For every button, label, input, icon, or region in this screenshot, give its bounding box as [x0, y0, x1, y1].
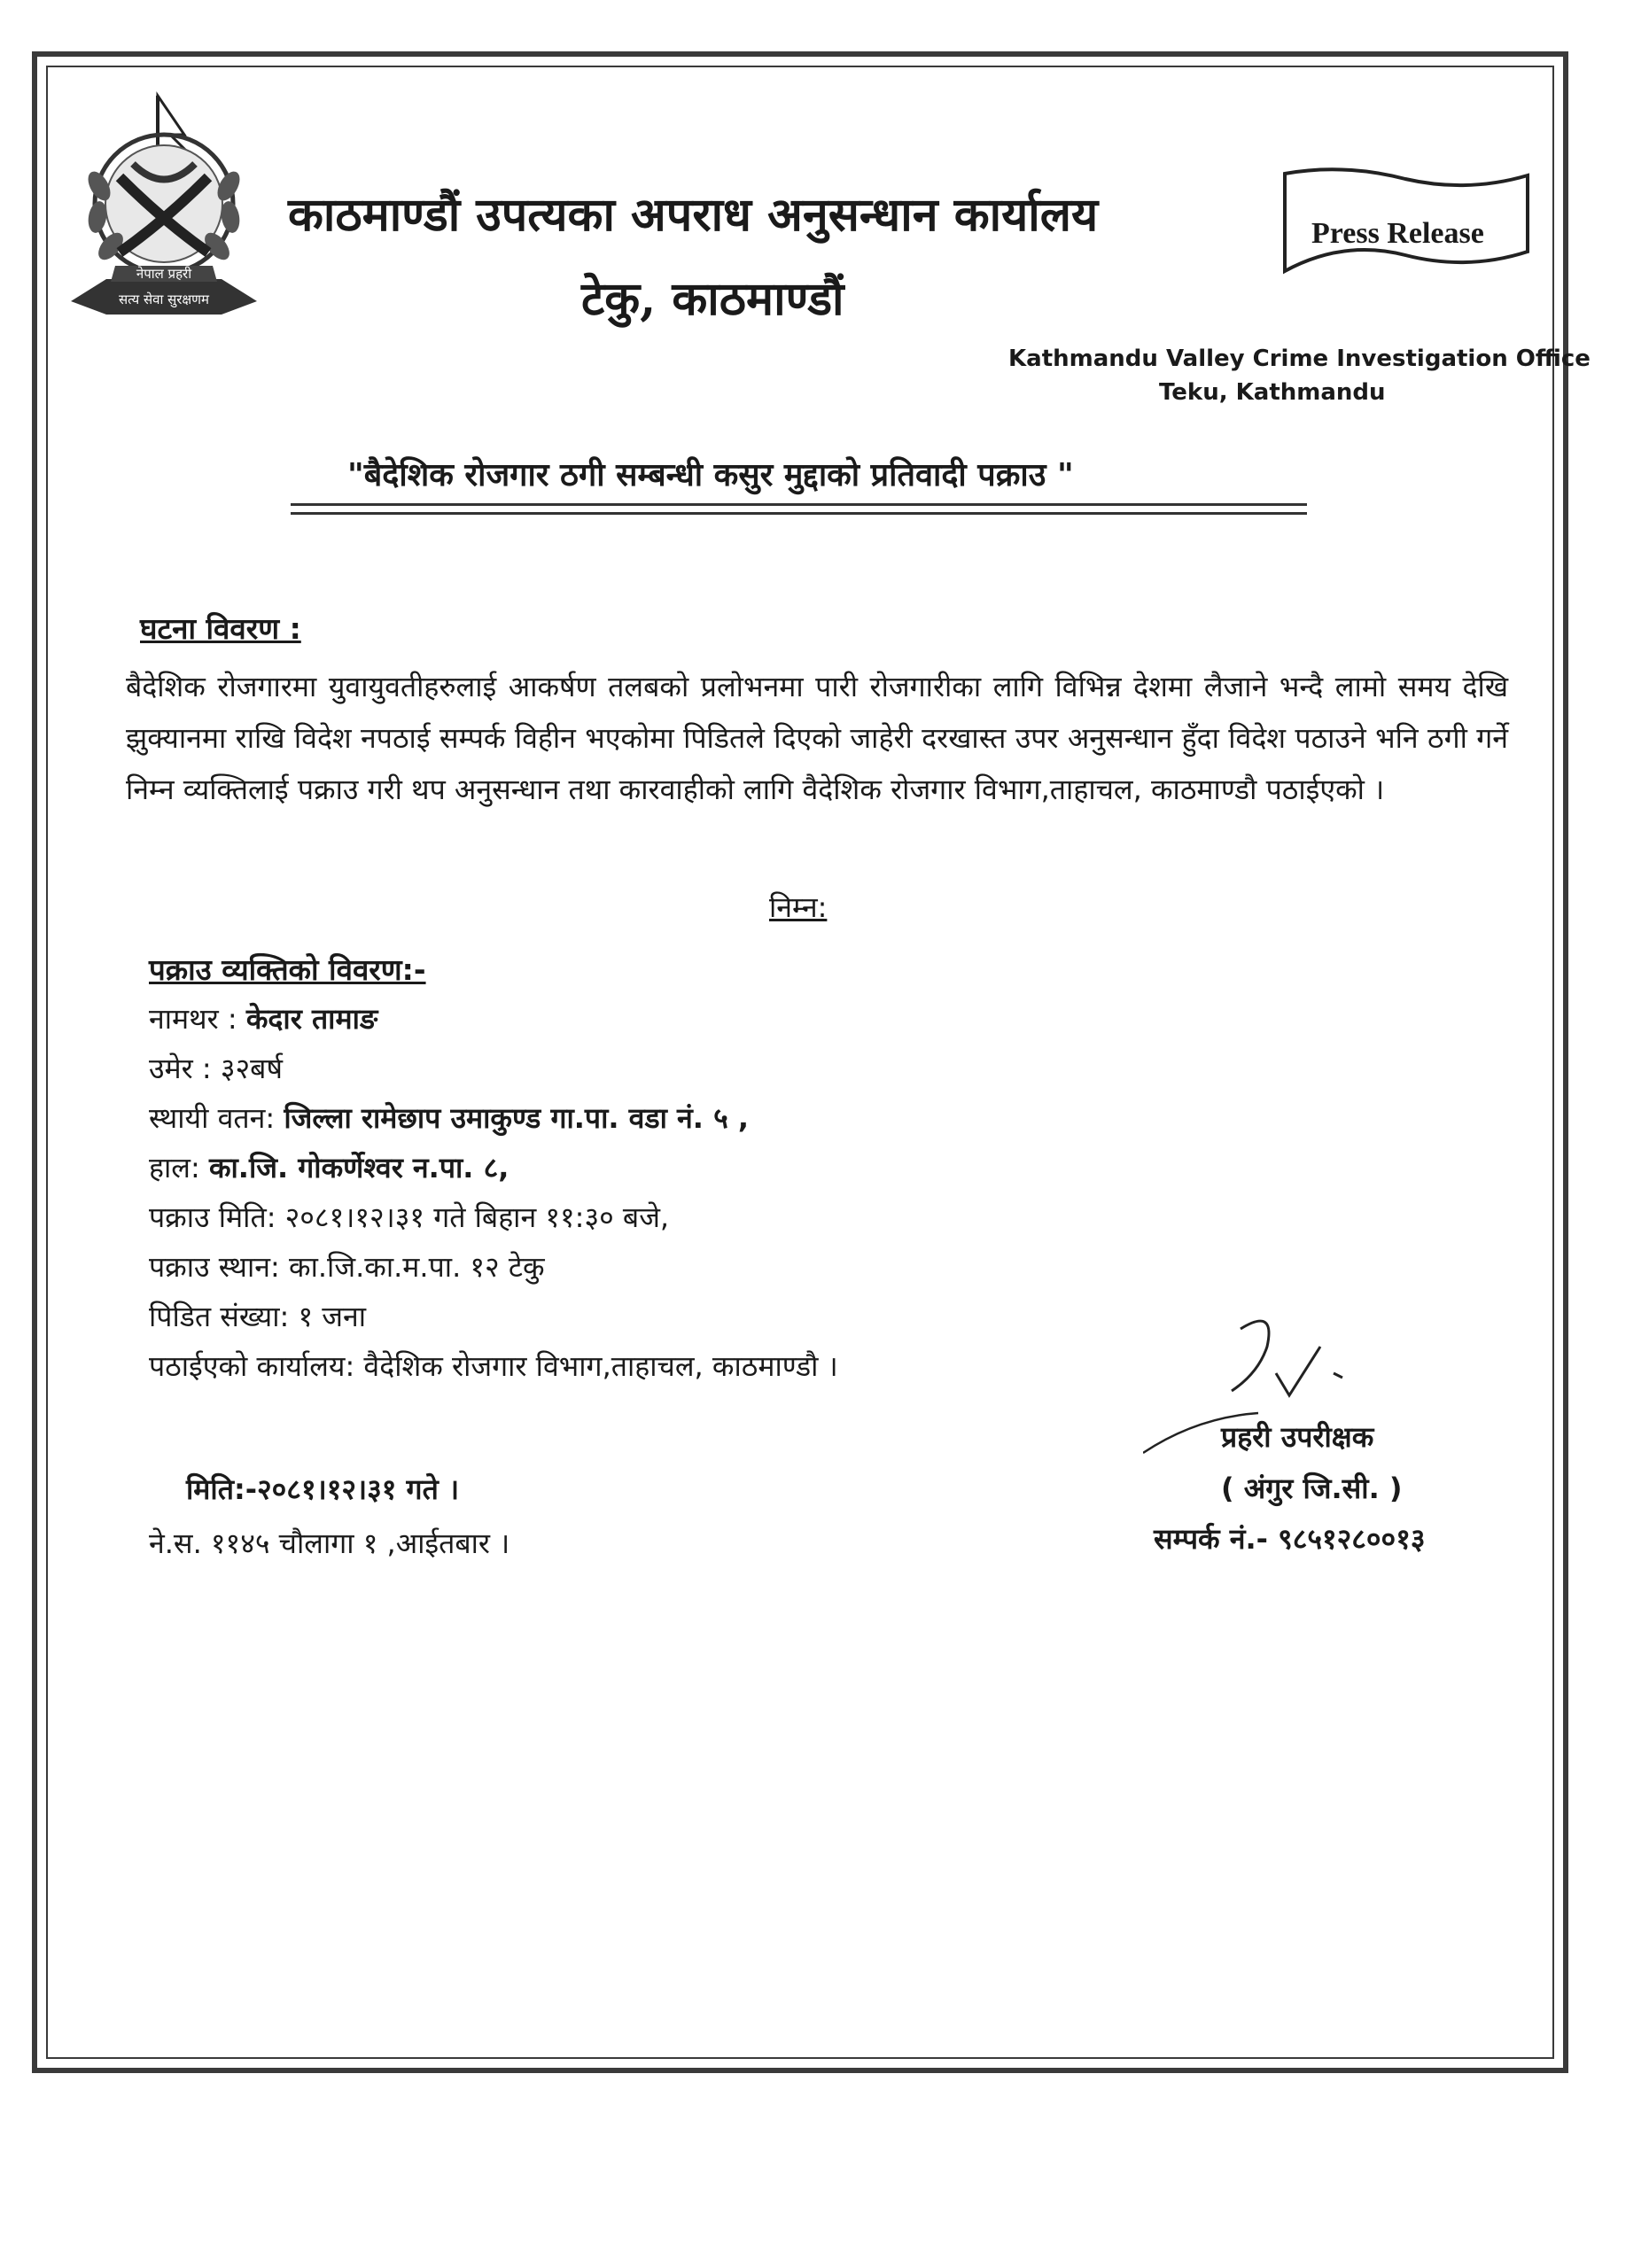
- detail-row-victim-count: पिडित संख्या: १ जना: [149, 1300, 367, 1333]
- arrested-heading: पक्राउ व्यक्तिको विवरण:-: [149, 952, 426, 987]
- incident-heading: घटना विवरण :: [140, 611, 301, 646]
- detail-row-arrest-place: पक्राउ स्थान: का.जि.का.म.पा. १२ टेकु: [149, 1250, 545, 1284]
- signatory-title: प्रहरी उपरीक्षक: [1221, 1420, 1374, 1454]
- signatory-name: ( अंगुर जि.सी. ): [1221, 1472, 1403, 1505]
- nepal-police-emblem-icon: [53, 89, 275, 337]
- detail-row-current-address: हाल: का.जि. गोकर्णेश्वर न.पा. ८,: [149, 1151, 509, 1184]
- emblem-text-top: नेपाल प्रहरी: [136, 266, 192, 282]
- office-location-nepali: टेकु, काठमाण्डौं: [581, 272, 844, 326]
- headline-rule-top: [291, 503, 1307, 506]
- headline-rule-bottom: [291, 512, 1307, 515]
- nepal-sambat-date: ने.स. ११४५ चौलागा १ ,आईतबार ।: [149, 1526, 510, 1560]
- detail-row-sent-office: पठाईएको कार्यालय: वैदेशिक रोजगार विभाग,ताहाचल, काठमाण्डौ ।: [149, 1349, 838, 1383]
- office-name-english: Kathmandu Valley Crime Investigation Office: [1008, 346, 1591, 372]
- press-release-label: Press Release: [1311, 217, 1484, 250]
- detail-row-permanent-address: स्थायी वतन: जिल्ला रामेछाप उमाकुण्ड गा.पा. वडा नं. ५ ,: [149, 1101, 750, 1135]
- office-name-nepali: काठमाण्डौं उपत्यका अपराध अनुसन्धान कार्यालय: [288, 188, 1099, 242]
- incident-body: बैदेशिक रोजगारमा युवायुवतीहरुलाई आकर्षण तलबको प्रलोभनमा पारी रोजगारीका लागि विभिन्न देशमा लैजाने भन्दै लामो समय देखि झुक्यानमा राखि विदेश नपठाई सम्पर्क विहीन भएकोमा पिडितले दिएको जाहेरी दरखास्त उपर अनुसन्धान हुँदा विदेश पठाउने भनि ठगी गर्ने निम्न व्यक्तिलाई पक्राउ गरी थप अनुसन्धान तथा कारवाहीको लागि वैदेशिक रोजगार विभाग,ताहाचल, काठमाण्डौ पठाईएको ।: [126, 670, 1508, 806]
- signatory-contact: सम्पर्क नं.- ९८५१२८००१३: [1154, 1522, 1426, 1556]
- emblem-text-bottom: सत्य सेवा सुरक्षणम: [119, 291, 209, 307]
- detail-row-age: उमेर : ३२बर्ष: [149, 1052, 283, 1085]
- release-date: मिति:-२०८१।१२।३१ गते ।: [186, 1472, 460, 1506]
- following-label: निम्न:: [769, 890, 828, 924]
- headline: "बैदेशिक रोजगार ठगी सम्बन्धी कसुर मुद्दाको प्रतिवादी पक्राउ ": [347, 457, 1074, 493]
- detail-row-arrest-date: पक्राउ मिति: २०८१।१२।३१ गते बिहान ११:३० बजे,: [149, 1200, 670, 1234]
- office-location-english: Teku, Kathmandu: [1159, 379, 1386, 406]
- detail-row-name: नामथर : केदार तामाङ: [149, 1002, 378, 1036]
